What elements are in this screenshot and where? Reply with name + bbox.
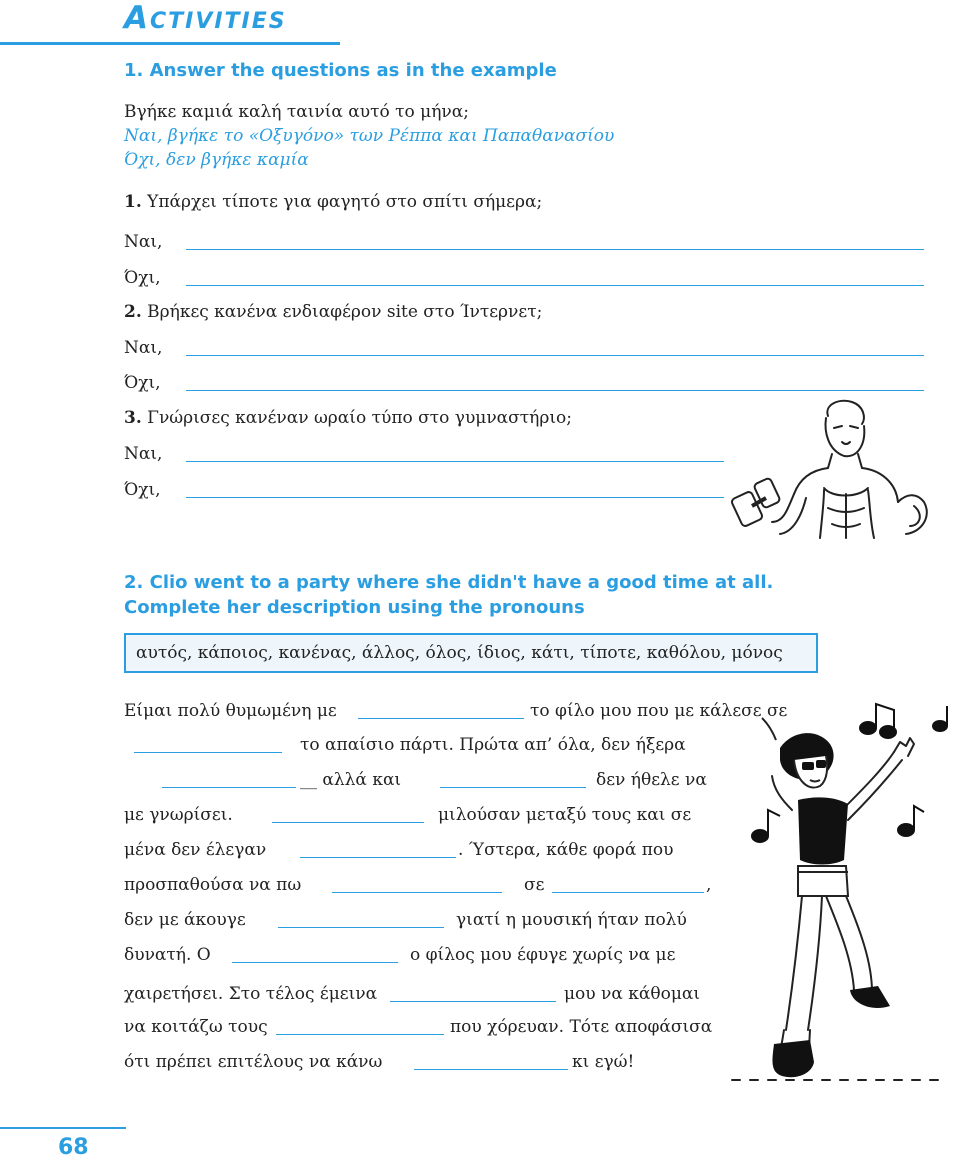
text-fragment: ότι πρέπει επιτέλους να κάνω [124,1052,383,1072]
example-question: Βγήκε καμιά καλή ταινία αυτό το μήνα; [124,102,469,122]
answer-line[interactable] [186,285,924,286]
blank-line[interactable] [134,752,282,753]
question-text: Γνώρισες κανέναν ωραίο τύπο στο γυμναστήριο; [147,408,572,428]
question-number: 2. [124,302,142,322]
text-fragment: το απαίσιο πάρτι. Πρώτα απ’ όλα, δεν ήξερα [300,735,686,755]
exercise1-heading: 1. Answer the questions as in the example [124,60,557,81]
music-note-icon [752,830,768,842]
music-note-icon [898,824,914,836]
text-fragment: σε [524,875,545,895]
blank-line[interactable] [414,1069,568,1070]
blank-line[interactable] [300,857,456,858]
exercise2-heading-line1: 2. Clio went to a party where she didn't have a good time at all. [124,572,774,593]
text-fragment: μιλούσαν μεταξύ τους και σε [438,805,692,825]
answer-no-label: Όχι, [124,373,161,393]
blank-line[interactable] [358,718,524,719]
text-fragment: προσπαθούσα να πω [124,875,302,895]
question-text: Βρήκες κανένα ενδιαφέρον site στο Ίντερνετ; [147,302,543,322]
question-number: 3. [124,408,142,428]
text-fragment: δεν με άκουγε [124,910,246,930]
text-fragment: με γνωρίσει. [124,805,233,825]
text-fragment: γιατί η μουσική ήταν πολύ [456,910,687,930]
text-fragment: ο φίλος μου έφυγε χωρίς να με [410,945,676,965]
question-1 [124,192,542,212]
text-fragment: μου να κάθομαι [564,984,701,1004]
blank-line[interactable] [276,1034,444,1035]
text-fragment: , [706,875,712,895]
answer-yes-label: Ναι, [124,338,163,358]
bodybuilder-illustration [728,398,950,548]
text-fragment: δεν ήθελε να [596,770,707,790]
text-fragment: να κοιτάζω τους [124,1017,268,1037]
text-fragment: το φίλο μου που με κάλεσε σε [530,701,788,721]
text-fragment: __ αλλά και [300,770,402,790]
text-fragment: χαιρετήσει. Στο τέλος έμεινα [124,984,378,1004]
text-fragment: κι εγώ! [572,1052,635,1072]
title-underline [0,42,340,45]
blank-line[interactable] [552,892,704,893]
answer-line[interactable] [186,249,924,250]
blank-line[interactable] [232,962,398,963]
music-note-icon [933,721,947,731]
dancing-girl-illustration [722,700,956,1100]
text-fragment: μένα δεν έλεγαν [124,840,267,860]
example-answer-no: Όχι, δεν βγήκε καμία [124,150,309,170]
answer-yes-label: Ναι, [124,232,163,252]
footer-rule [0,1127,126,1129]
answer-line[interactable] [186,497,724,498]
music-note-icon [860,722,876,734]
question-number: 1. [124,192,142,212]
blank-line[interactable] [390,1001,556,1002]
answer-no-label: Όχι, [124,480,161,500]
example-answer-yes: Ναι, βγήκε το «Οξυγόνο» των Ρέππα και Παπαθανασίου [124,126,615,146]
pronoun-list: αυτός, κάποιος, κανένας, άλλος, όλος, ίδιος, κάτι, τίποτε, καθόλου, μόνος [136,643,783,663]
answer-line[interactable] [186,355,924,356]
blank-line[interactable] [440,787,586,788]
exercise2-heading-line2: Complete her description using the pronouns [124,597,585,618]
question-2 [124,302,542,322]
blank-line[interactable] [332,892,502,893]
blank-line[interactable] [272,822,424,823]
text-fragment: Είμαι πολύ θυμωμένη με [124,701,337,721]
answer-line[interactable] [186,390,924,391]
answer-yes-label: Ναι, [124,444,163,464]
pronoun-box [124,633,818,673]
text-fragment: . Ύστερα, κάθε φορά που [458,840,674,860]
text-fragment: που χόρευαν. Τότε αποφάσισα [450,1017,713,1037]
blank-line[interactable] [162,787,296,788]
text-fragment: δυνατή. Ο [124,945,211,965]
page-title: Activities [124,0,287,36]
answer-line[interactable] [186,461,724,462]
blank-line[interactable] [278,927,444,928]
question-3 [124,408,572,428]
page-number: 68 [58,1135,89,1160]
question-text: Υπάρχει τίποτε για φαγητό στο σπίτι σήμερα; [147,192,543,212]
answer-no-label: Όχι, [124,268,161,288]
